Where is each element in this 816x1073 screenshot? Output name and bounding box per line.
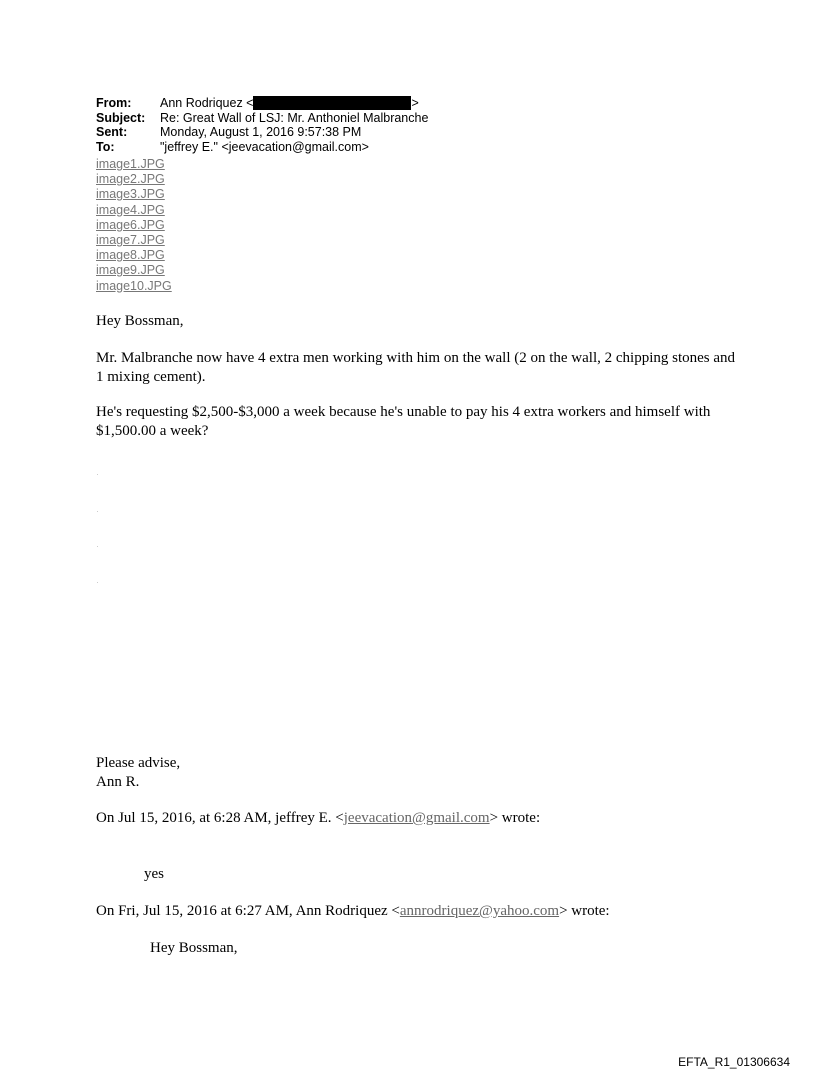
attachment-link[interactable]: image7.JPG [96,233,165,248]
quote-1-prefix: On Jul 15, 2016, at 6:28 AM, jeffrey E. < [96,810,344,826]
quote-1-suffix: > wrote: [489,810,541,826]
email-link[interactable]: jeevacation@gmail.com [343,810,490,826]
quote-header-2 [96,902,610,921]
from-row [96,96,428,111]
from-name: Ann Rodriquez < [160,96,254,110]
email-header [96,96,428,154]
email-link[interactable]: annrodriquez@yahoo.com [399,903,560,919]
redaction-box [253,96,411,110]
to-row [96,140,428,155]
attachment-link[interactable]: image10.JPG [96,278,172,293]
from-label: From: [96,96,132,110]
to-value: "jeffrey E." <jeevacation@gmail.com> [160,139,369,154]
sent-row [96,125,428,140]
subject-label: Subject: [96,110,146,125]
subject-row [96,111,428,126]
attachment-link[interactable]: image6.JPG [96,217,165,232]
attachment-link[interactable]: image3.JPG [96,187,165,202]
attachment-list [96,157,172,294]
body-paragraph-1: Mr. Malbranche now have 4 extra men working with him on the wall (2 on the wall, 2 chipping stones and 1 mixing cement). [96,350,736,385]
from-close: > [411,96,419,110]
quote-2-prefix: On Fri, Jul 15, 2016 at 6:27 AM, Ann Rodriquez < [96,903,400,919]
closing-line: Please advise, [96,755,181,771]
attachment-link[interactable]: image9.JPG [96,263,165,278]
subject-value: Re: Great Wall of LSJ: Mr. Anthoniel Malbranche [160,110,429,125]
attachment-link[interactable]: image2.JPG [96,172,165,187]
attachment-link[interactable]: image8.JPG [96,248,165,263]
scan-speck [97,511,98,512]
attachment-link[interactable]: image4.JPG [96,202,165,217]
quote-2-greeting: Hey Bossman, [150,940,238,956]
to-label: To: [96,139,115,154]
sent-label: Sent: [96,125,128,140]
quote-1-reply: yes [144,866,164,882]
quote-header-1 [96,809,540,828]
body-greeting: Hey Bossman, [96,313,184,329]
sent-value: Monday, August 1, 2016 9:57:38 PM [160,125,362,140]
scan-speck [97,582,98,583]
quote-2-suffix: > wrote: [559,903,610,919]
document-id: EFTA_R1_01306634 [678,1055,790,1069]
scan-speck [97,546,98,547]
signature: Ann R. [96,774,140,790]
attachment-link[interactable]: image1.JPG [96,157,165,171]
scan-speck [97,474,98,475]
body-paragraph-2: He's requesting $2,500-$3,000 a week because he's unable to pay his 4 extra workers and himself with $1,500.00 a week? [96,404,711,439]
